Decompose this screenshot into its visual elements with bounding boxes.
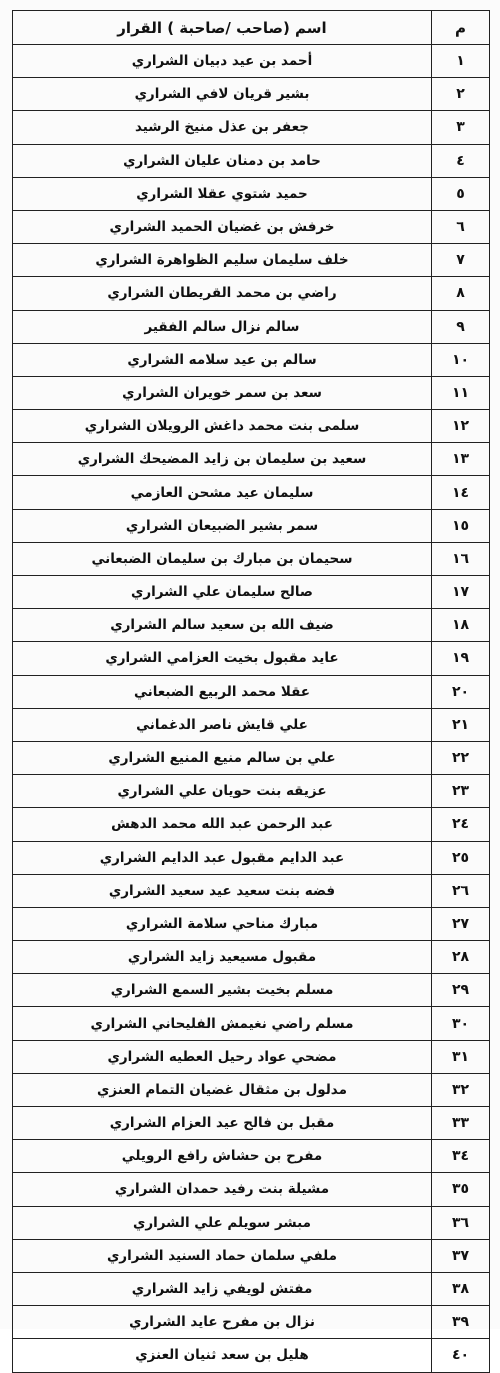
row-number: ٢	[432, 78, 490, 111]
table-row	[13, 576, 490, 609]
table-row	[13, 708, 490, 741]
row-number: ٣٧	[432, 1239, 490, 1272]
row-name: مدلول بن مثقال غضيان التمام العنزي	[13, 1073, 432, 1106]
row-name: عبد الدايم مقبول عبد الدايم الشراري	[13, 841, 432, 874]
row-number: ٩	[432, 310, 490, 343]
table-row	[13, 642, 490, 675]
row-number: ١٤	[432, 476, 490, 509]
row-number: ١٥	[432, 509, 490, 542]
row-name: سعد بن سمر خويران الشراري	[13, 376, 432, 409]
row-number: ٢٣	[432, 775, 490, 808]
row-number: ٧	[432, 244, 490, 277]
row-name: عقلا محمد الربيع الضبعاني	[13, 675, 432, 708]
row-name: حامد بن دمنان عليان الشراري	[13, 144, 432, 177]
table-row	[13, 1107, 490, 1140]
table-row	[13, 1306, 490, 1339]
row-number: ٣٢	[432, 1073, 490, 1106]
row-number: ١٣	[432, 443, 490, 476]
table-header-row	[13, 11, 490, 45]
row-number: ٢٨	[432, 941, 490, 974]
table-row	[13, 277, 490, 310]
row-name: حميد شتوي عقلا الشراري	[13, 177, 432, 210]
row-number: ٣	[432, 111, 490, 144]
column-header-number: م	[432, 11, 490, 45]
row-name: مقبل بن فالح عيد العزام الشراري	[13, 1107, 432, 1140]
table-row	[13, 675, 490, 708]
table-row	[13, 443, 490, 476]
row-name: مفتش لويفي زايد الشراري	[13, 1272, 432, 1305]
row-number: ١٩	[432, 642, 490, 675]
table-row	[13, 509, 490, 542]
row-number: ٥	[432, 177, 490, 210]
table-row	[13, 45, 490, 78]
row-name: مسلم راضي نغيمش الفليحاني الشراري	[13, 1007, 432, 1040]
table-row	[13, 78, 490, 111]
row-name: هليل بن سعد ثنيان العنزي	[13, 1339, 432, 1372]
row-name: عايد مقبول بخيت العزامي الشراري	[13, 642, 432, 675]
row-name: مضحي عواد رحيل العطيه الشراري	[13, 1040, 432, 1073]
table-row	[13, 343, 490, 376]
row-number: ١٨	[432, 609, 490, 642]
table-row	[13, 1339, 490, 1372]
row-name: سلمى بنت محمد داغش الرويلان الشراري	[13, 410, 432, 443]
table-row	[13, 841, 490, 874]
row-number: ٤	[432, 144, 490, 177]
row-number: ٢٤	[432, 808, 490, 841]
table-row	[13, 210, 490, 243]
row-name: خرفش بن غضيان الحميد الشراري	[13, 210, 432, 243]
row-name: نزال بن مفرح عايد الشراري	[13, 1306, 432, 1339]
column-header-name: اسم (صاحب /صاحبة ) القرار	[13, 11, 432, 45]
row-name: أحمد بن عيد دبيان الشراري	[13, 45, 432, 78]
row-name: عزيقه بنت حويان علي الشراري	[13, 775, 432, 808]
row-number: ٢٢	[432, 741, 490, 774]
table-row	[13, 1173, 490, 1206]
row-number: ٣٤	[432, 1140, 490, 1173]
table-row	[13, 609, 490, 642]
table-row	[13, 775, 490, 808]
row-number: ٣٦	[432, 1206, 490, 1239]
table-row	[13, 310, 490, 343]
table-row	[13, 941, 490, 974]
row-name: سمر بشير الضبيعان الشراري	[13, 509, 432, 542]
table-row	[13, 476, 490, 509]
table-row	[13, 244, 490, 277]
row-number: ٢١	[432, 708, 490, 741]
table-row	[13, 1073, 490, 1106]
table-row	[13, 376, 490, 409]
table-row	[13, 974, 490, 1007]
table-row	[13, 111, 490, 144]
row-name: جعفر بن عذل منيخ الرشيد	[13, 111, 432, 144]
row-name: ملفي سلمان حماد السنيد الشراري	[13, 1239, 432, 1272]
row-name: مفرح بن حشاش رافع الرويلي	[13, 1140, 432, 1173]
table-row	[13, 808, 490, 841]
row-name: فضه بنت سعيد عيد سعيد الشراري	[13, 874, 432, 907]
row-name: خلف سليمان سليم الظواهرة الشراري	[13, 244, 432, 277]
table-row	[13, 741, 490, 774]
table-row	[13, 144, 490, 177]
row-name: علي قايش ناصر الدغماني	[13, 708, 432, 741]
row-name: ضيف الله بن سعيد سالم الشراري	[13, 609, 432, 642]
row-name: مسلم بخيت بشير السمع الشراري	[13, 974, 432, 1007]
row-name: سعيد بن سليمان بن زايد المضيحك الشراري	[13, 443, 432, 476]
row-number: ٣٠	[432, 1007, 490, 1040]
table-row	[13, 177, 490, 210]
row-name: عبد الرحمن عبد الله محمد الدهش	[13, 808, 432, 841]
table-row	[13, 1007, 490, 1040]
row-number: ٦	[432, 210, 490, 243]
row-name: راضي بن محمد القريطان الشراري	[13, 277, 432, 310]
row-name: سالم نزال سالم الفقير	[13, 310, 432, 343]
table-row	[13, 410, 490, 443]
row-name: صالح سليمان علي الشراري	[13, 576, 432, 609]
row-number: ١٦	[432, 542, 490, 575]
table-row	[13, 1140, 490, 1173]
table-row	[13, 542, 490, 575]
row-number: ٣٩	[432, 1306, 490, 1339]
row-number: ٢٩	[432, 974, 490, 1007]
table-row	[13, 907, 490, 940]
row-number: ٢٧	[432, 907, 490, 940]
table-body	[13, 45, 490, 1373]
row-number: ١٧	[432, 576, 490, 609]
row-number: ٣٥	[432, 1173, 490, 1206]
row-number: ٢٦	[432, 874, 490, 907]
row-number: ١٠	[432, 343, 490, 376]
row-number: ١	[432, 45, 490, 78]
row-name: سليمان عيد مشحن العازمي	[13, 476, 432, 509]
row-name: مشيلة بنت رفيد حمدان الشراري	[13, 1173, 432, 1206]
row-number: ٣١	[432, 1040, 490, 1073]
row-name: مبشر سويلم علي الشراري	[13, 1206, 432, 1239]
row-number: ٣٣	[432, 1107, 490, 1140]
row-number: ٨	[432, 277, 490, 310]
row-number: ٢٥	[432, 841, 490, 874]
table-row	[13, 1040, 490, 1073]
table-row	[13, 1239, 490, 1272]
row-name: سحيمان بن مبارك بن سليمان الضبعاني	[13, 542, 432, 575]
table-row	[13, 1206, 490, 1239]
row-name: علي بن سالم منيع المنيع الشراري	[13, 741, 432, 774]
row-name: مبارك مناحي سلامة الشراري	[13, 907, 432, 940]
row-number: ١٢	[432, 410, 490, 443]
row-name: مقبول مسيعيد زايد الشراري	[13, 941, 432, 974]
table-row	[13, 1272, 490, 1305]
row-name: سالم بن عيد سلامه الشراري	[13, 343, 432, 376]
table-row	[13, 874, 490, 907]
row-name: بشير قريان لافي الشراري	[13, 78, 432, 111]
row-number: ١١	[432, 376, 490, 409]
row-number: ٣٨	[432, 1272, 490, 1305]
decision-owners-table	[12, 10, 490, 1373]
row-number: ٢٠	[432, 675, 490, 708]
row-number: ٤٠	[432, 1339, 490, 1372]
